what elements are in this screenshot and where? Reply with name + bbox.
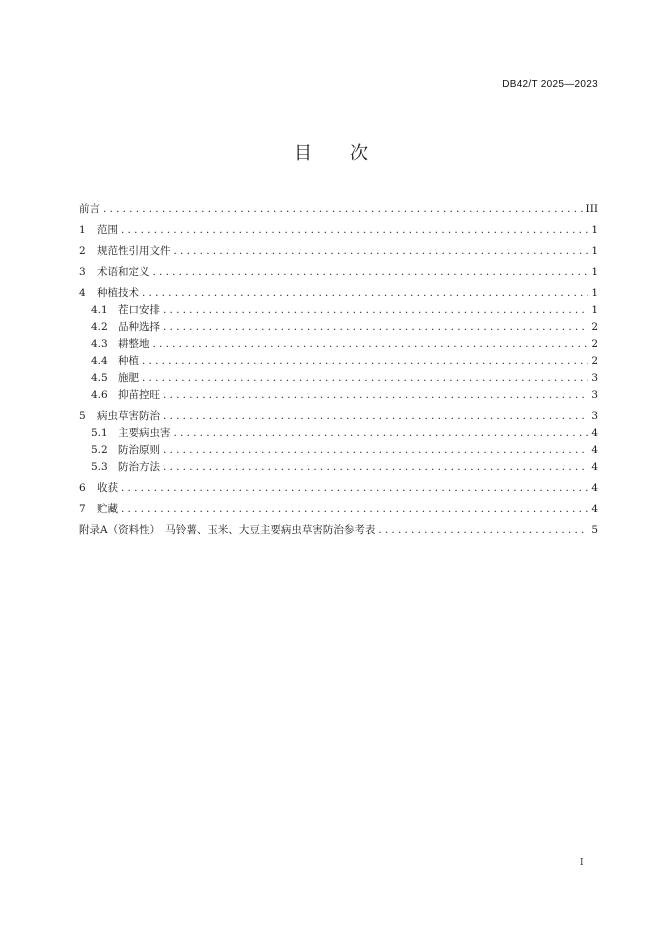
toc-entry-label: 种植	[118, 355, 139, 367]
toc-entry-page: 1	[591, 224, 598, 236]
leader-dots	[153, 264, 589, 281]
toc-entry-page: 2	[591, 321, 598, 333]
toc-entry-page: 4	[591, 461, 598, 473]
leader-dots	[378, 522, 588, 539]
leader-dots	[121, 480, 588, 497]
toc-entry-label: 品种选择	[118, 321, 160, 333]
toc-entry-5-3[interactable]	[79, 459, 598, 476]
leader-dots	[174, 425, 589, 442]
title-char-2: 次	[350, 143, 368, 164]
toc-entry-number: 4.2	[91, 321, 108, 333]
leader-dots	[163, 459, 588, 476]
toc-entry-number: 7	[79, 503, 86, 515]
leader-dots	[163, 302, 588, 319]
toc-entry-page: 1	[591, 245, 598, 257]
toc-entry-number: 4.1	[91, 304, 108, 316]
toc-entry-4-2[interactable]	[79, 319, 598, 336]
toc-entry-number: 5.2	[91, 444, 108, 456]
leader-dots	[142, 353, 588, 370]
toc-entry-label: 茬口安排	[118, 304, 160, 316]
toc-entry-number: 4.3	[91, 338, 108, 350]
title-char-1: 目	[294, 143, 312, 164]
toc-entry-label: 贮藏	[97, 503, 118, 515]
toc-entry-label: 防治方法	[118, 461, 160, 473]
toc-entry-foreword[interactable]	[79, 201, 598, 218]
leader-dots	[174, 243, 589, 260]
toc-entry-label: 种植技术	[97, 287, 139, 299]
leader-dots	[163, 442, 588, 459]
toc-entry-label: 范围	[97, 224, 118, 236]
leader-dots	[142, 285, 588, 302]
toc-entry-label: 收获	[97, 482, 118, 494]
toc-entry-number: 2	[79, 245, 86, 257]
toc-entry-7[interactable]	[79, 501, 598, 518]
toc-entry-label: 附录A（资料性） 马铃薯、玉米、大豆主要病虫草害防治参考表	[79, 524, 376, 536]
toc-entry-4-6[interactable]	[79, 387, 598, 404]
toc-entry-page: 1	[591, 304, 598, 316]
toc-entry-page: 2	[591, 355, 598, 367]
toc-entry-5[interactable]	[79, 408, 598, 425]
toc-entry-number: 4.4	[91, 355, 108, 367]
toc-entry-label: 病虫草害防治	[97, 410, 160, 422]
toc-entry-page: 4	[591, 444, 598, 456]
page-number: I	[580, 858, 584, 868]
toc-entry-1[interactable]	[79, 222, 598, 239]
leader-dots	[121, 222, 588, 239]
page-title	[0, 139, 662, 165]
leader-dots	[153, 336, 589, 353]
toc-entry-5-1[interactable]	[79, 425, 598, 442]
toc-entry-4-5[interactable]	[79, 370, 598, 387]
toc-entry-4-3[interactable]	[79, 336, 598, 353]
toc-entry-label: 前言	[79, 203, 100, 215]
toc-entry-4-1[interactable]	[79, 302, 598, 319]
toc-entry-label: 耕整地	[118, 338, 150, 350]
toc-entry-6[interactable]	[79, 480, 598, 497]
toc-entry-label: 规范性引用文件	[97, 245, 171, 257]
toc-entry-page: 3	[591, 389, 598, 401]
table-of-contents	[79, 201, 598, 539]
toc-entry-page: III	[585, 203, 598, 215]
toc-entry-number: 1	[79, 224, 86, 236]
toc-entry-number: 5.1	[91, 427, 108, 439]
toc-entry-number: 4.5	[91, 372, 108, 384]
toc-entry-5-2[interactable]	[79, 442, 598, 459]
toc-entry-page: 4	[591, 427, 598, 439]
toc-entry-number: 4.6	[91, 389, 108, 401]
toc-entry-label: 抑苗控旺	[118, 389, 160, 401]
toc-entry-page: 4	[591, 482, 598, 494]
toc-entry-page: 4	[591, 503, 598, 515]
toc-entry-3[interactable]	[79, 264, 598, 281]
toc-entry-number: 5.3	[91, 461, 108, 473]
toc-entry-label: 防治原则	[118, 444, 160, 456]
toc-entry-label: 主要病虫害	[118, 427, 171, 439]
toc-entry-2[interactable]	[79, 243, 598, 260]
leader-dots	[163, 408, 588, 425]
leader-dots	[163, 387, 588, 404]
toc-entry-page: 1	[591, 266, 598, 278]
toc-entry-label: 术语和定义	[97, 266, 150, 278]
toc-entry-4-4[interactable]	[79, 353, 598, 370]
toc-entry-page: 1	[591, 287, 598, 299]
leader-dots	[103, 201, 583, 218]
toc-entry-number: 6	[79, 482, 86, 494]
toc-entry-label: 施肥	[118, 372, 139, 384]
document-code: DB42/T 2025—2023	[502, 79, 598, 90]
toc-entry-number: 4	[79, 287, 86, 299]
toc-entry-page: 5	[591, 524, 598, 536]
toc-entry-page: 2	[591, 338, 598, 350]
toc-entry-4[interactable]	[79, 285, 598, 302]
toc-entry-page: 3	[591, 372, 598, 384]
toc-entry-number: 5	[79, 410, 86, 422]
toc-entry-appendix-a[interactable]	[79, 522, 598, 539]
toc-entry-number: 3	[79, 266, 86, 278]
toc-entry-page: 3	[591, 410, 598, 422]
leader-dots	[142, 370, 588, 387]
leader-dots	[121, 501, 588, 518]
leader-dots	[163, 319, 588, 336]
